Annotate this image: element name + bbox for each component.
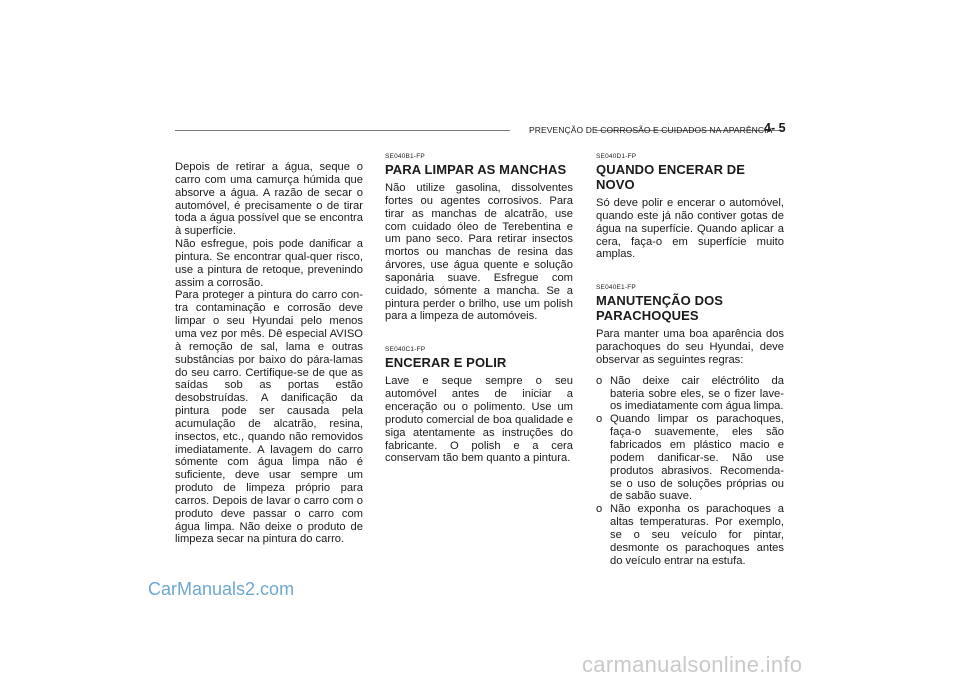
column-right [596, 153, 784, 590]
header-rule-left [175, 130, 510, 131]
watermark-carmanuals2: CarManuals2.com [148, 579, 295, 599]
column-middle [385, 153, 573, 488]
section-heading: MANUTENÇÃO DOS PARACHOQUES [596, 293, 724, 324]
section-heading: QUANDO ENCERAR DE NOVO [596, 162, 746, 192]
section-code: SE040C1-FP [385, 346, 426, 354]
paragraph-drying: Depois de retirar a água, seque o carro com uma camurça húmida que absorve a água. A razão de secar o automóvel, é precisamente o de tirar toda a água possível que se encontra à superfície. [175, 161, 363, 238]
section-text: Não utilize gasolina, dissolventes fortes ou agentes corrosivos. Para tirar as manchas de alcatrão, use com cuidado óleo de Terebentina e um pano seco. Para retirar insectos mortos ou manchas de resina das árvores, use água quente e solução saponária suave. Esfregue com cuidado, sómente a mancha. Se a pintura perder o brilho, use um polish para a limpeza de automóveis. [385, 182, 573, 323]
list-item-text: Não deixe cair eléctrólito da bateria sobre eles, se o fizer lave-os imediatamente com água limpa. [610, 374, 784, 413]
watermark-carmanualsonline: carmanualsonline.info [582, 652, 803, 677]
section-text: Lave e seque sempre o seu automóvel antes de iniciar a enceração ou o polimento. Use um produto comercial de boa qualidade e siga atentamente as instruções do fabricante. O polish e a cera conservam tão bem quanto a pintura. [385, 375, 573, 465]
section-waxing-polishing [385, 346, 573, 465]
list-item-text: Quando limpar os parachoques, faça-o suavemente, eles são fabricados em plástico macio e podem danificar-se. Não use produtos abrasivos. Recomenda-se o uso de soluções próprias ou de sabão suave. [610, 413, 784, 503]
bumper-rules-list [596, 375, 784, 568]
section-code: SE040D1-FP [596, 153, 637, 160]
bullet-marker: o [596, 413, 603, 426]
section-intro: Para manter uma boa aparência dos parachoques do seu Hyundai, deve observar as seguintes regras: [596, 328, 784, 366]
list-item [596, 503, 784, 567]
section-code: SE040B1-FP [385, 153, 425, 160]
column-left [175, 161, 363, 546]
paragraph-protection: Para proteger a pintura do carro con-tra contaminação e corrosão deve limpar o seu Hyundai pelo menos uma vez por mês. Dê especial AVISO à remoção de sal, lama e outras substâncias por baixo do pára-lamas do seu carro. Certifique-se de que as saídas sob as portas estão desobstruídas. A danificação da pintura pode ser causada pela acumulação de alcatrão, resina, insectos, etc., quando não removidos imediatamente. A lavagem do carro sómente com água limpa não é suficiente, deve usar sempre um produto de limpeza próprio para carros. Depois de lavar o carro com o produto deve passar o carro com água limpa. Não deixe o produto de limpeza secar na pintura do carro. [175, 289, 363, 546]
list-item-text: Não exponha os parachoques a altas temperaturas. Por exemplo, se o seu veículo for pintar, desmonte os parachoques antes do veículo entrar na estufa. [610, 503, 784, 567]
section-heading: ENCERAR E POLIR [385, 355, 507, 371]
section-code: SE040E1-FP [596, 284, 636, 292]
bullet-marker: o [596, 503, 603, 516]
section-stain-removal [385, 153, 573, 323]
section-bumper-care [596, 284, 784, 567]
section-when-to-wax [596, 153, 784, 261]
section-text: Só deve polir e encerar o automóvel, quando este já não contiver gotas de água na superfície. Quando aplicar a cera, faça-o em superfície muito amplas. [596, 197, 784, 261]
section-heading: PARA LIMPAR AS MANCHAS [385, 162, 567, 177]
paragraph-scratches: Não esfregue, pois pode danificar a pintura. Se encontrar qual-quer risco, use a pintura de retoque, prevenindo assim a corrosão. [175, 238, 363, 289]
chapter-title: PREVENÇÃO DE CORROSÃO E CUIDADOS NA APARÊNCIA [529, 125, 773, 135]
page-number: 4- 5 [764, 121, 786, 135]
list-item [596, 375, 784, 414]
bullet-marker: o [596, 374, 603, 387]
list-item [596, 413, 784, 503]
